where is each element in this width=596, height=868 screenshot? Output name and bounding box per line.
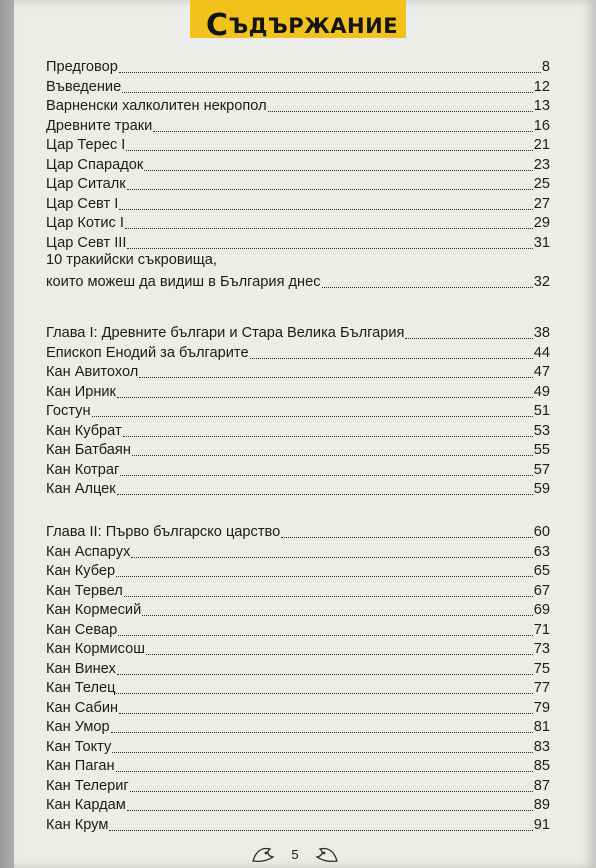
dot-leader	[139, 376, 532, 378]
toc-entry-page: 47	[533, 364, 550, 380]
dot-leader	[122, 91, 533, 93]
dot-leader	[120, 474, 532, 476]
toc-entry-page: 49	[533, 383, 550, 400]
dot-leader	[109, 829, 532, 831]
dot-leader	[118, 634, 533, 636]
toc-entry	[46, 381, 550, 401]
toc-entry-page: 65	[533, 563, 550, 579]
dot-leader	[117, 493, 533, 495]
dot-leader	[144, 169, 533, 171]
toc-entry-title: Кан Севар	[46, 621, 118, 638]
toc-entry-page: 44	[533, 344, 550, 361]
dot-leader	[132, 454, 533, 456]
dot-leader	[322, 286, 533, 288]
right-ornament-icon	[314, 843, 340, 865]
toc-entry	[46, 697, 550, 717]
dot-leader	[250, 357, 533, 359]
toc-entry-title: Цар Спарадок	[46, 156, 144, 173]
toc-entry	[46, 814, 550, 834]
toc-entry-title: Кан Кормисош	[46, 641, 145, 657]
dot-leader	[127, 809, 533, 811]
dot-leader	[92, 415, 533, 417]
toc-entry-page: 60	[533, 524, 550, 540]
toc-entry-title: Кан Кормесий	[46, 602, 142, 618]
toc-entry-title: Кан Крум	[46, 816, 109, 833]
toc-entry	[46, 478, 550, 498]
toc-entry-page: 23	[533, 156, 550, 173]
toc-entry	[46, 541, 550, 561]
toc-entry-page: 67	[533, 582, 550, 599]
toc-entry-title: Кан Паган	[46, 758, 115, 774]
toc-entry	[46, 212, 550, 232]
toc-entry-title: Кан Батбаян	[46, 442, 131, 458]
toc-entry-title: Кан Алцек	[46, 481, 116, 497]
toc-entry-title: Въведение	[46, 78, 122, 95]
toc-entry	[46, 638, 550, 658]
toc-entry	[46, 251, 550, 271]
toc-entry	[46, 677, 550, 697]
toc-entry	[46, 56, 550, 76]
toc-entry	[46, 173, 550, 193]
dot-leader	[127, 188, 533, 190]
toc-entry-title: Древните траки	[46, 117, 153, 134]
title-rest: ЪДЪРЖАНИЕ	[228, 14, 399, 38]
toc-entry	[46, 794, 550, 814]
toc-entry-page: 31	[533, 234, 550, 251]
toc-entry	[46, 154, 550, 174]
dot-leader	[119, 71, 541, 73]
dot-leader	[405, 337, 532, 339]
toc-entry-title: Кан Кубер	[46, 563, 116, 579]
toc-entry	[46, 619, 550, 639]
toc-entry	[46, 775, 550, 795]
toc-entry-page: 51	[533, 403, 550, 419]
toc-entry-page: 79	[533, 699, 550, 716]
dot-leader	[127, 247, 532, 249]
dot-leader	[281, 536, 533, 538]
toc-entry-page: 69	[533, 602, 550, 618]
toc-entry-title: Цар Котис I	[46, 215, 124, 231]
toc-entry-title: Цар Терес I	[46, 137, 126, 153]
toc-entry-page: 53	[533, 422, 550, 439]
toc-entry-title: Гостун	[46, 403, 91, 419]
dot-leader	[153, 130, 533, 132]
toc-entry-title: Глава I: Древните българи и Стара Велика България	[46, 325, 405, 341]
toc-entry	[46, 232, 550, 252]
toc-entry-title: Глава II: Първо българско царство	[46, 524, 281, 540]
toc-entry	[46, 193, 550, 213]
toc-entry-title: Кан Сабин	[46, 699, 119, 716]
toc-entry-title: Кан Котраг	[46, 461, 120, 478]
dot-leader	[268, 110, 533, 112]
toc-entry-title: 10 тракийски съкровища,	[46, 252, 217, 268]
toc-entry-page: 63	[533, 543, 550, 560]
toc-entry-page: 83	[533, 738, 550, 755]
dot-leader	[123, 435, 533, 437]
dot-leader	[131, 556, 532, 558]
toc-entry-title: Цар Севт III	[46, 234, 127, 251]
toc-entry-page: 27	[533, 195, 550, 212]
toc-entry-title: които можеш да видиш в България днес	[46, 273, 321, 290]
toc-entry	[46, 322, 550, 342]
toc-entry-title: Кан Авитохол	[46, 364, 139, 380]
toc-entry	[46, 95, 550, 115]
toc-entry-title: Кан Винех	[46, 660, 116, 677]
toc-entry-title: Кан Тервел	[46, 582, 123, 599]
toc-entry-title: Цар Севт I	[46, 195, 119, 212]
toc-entry	[46, 342, 550, 362]
toc-entry-page: 57	[533, 461, 550, 478]
toc-entry	[46, 716, 550, 736]
dot-leader	[116, 692, 532, 694]
toc-entry-page: 73	[533, 641, 550, 657]
toc-entry-page: 81	[533, 719, 550, 735]
dot-leader	[119, 712, 533, 714]
toc-entry-title: Кан Аспарух	[46, 543, 131, 560]
page-title	[206, 6, 398, 41]
toc-entry-page: 13	[533, 98, 550, 114]
toc-entry-title: Кан Телец	[46, 680, 116, 696]
toc-entry	[46, 271, 550, 291]
toc-entry	[46, 658, 550, 678]
toc-entry	[46, 134, 550, 154]
toc-entry	[46, 599, 550, 619]
toc-entry-page: 91	[533, 816, 550, 833]
toc-entry-page: 16	[533, 117, 550, 134]
toc-entry	[46, 755, 550, 775]
dot-leader	[142, 614, 533, 616]
toc-entry-title: Предговор	[46, 59, 118, 75]
dot-leader	[117, 396, 533, 398]
toc-entry-page: 87	[533, 777, 550, 794]
toc-entry-title: Кан Кардам	[46, 797, 126, 813]
toc-entry	[46, 115, 550, 135]
toc-entry-page: 59	[533, 481, 550, 497]
dot-leader	[119, 208, 532, 210]
toc-entry-page: 29	[533, 215, 550, 231]
toc-entry	[46, 459, 550, 479]
dot-leader	[116, 770, 533, 772]
toc-entry-page: 8	[541, 59, 550, 75]
dot-leader	[112, 751, 532, 753]
toc-entry	[46, 439, 550, 459]
toc-entry-title: Кан Токту	[46, 738, 112, 755]
page-footer	[250, 842, 340, 866]
toc-entry-page: 12	[533, 78, 550, 95]
dot-leader	[146, 653, 533, 655]
toc-entry-title: Епископ Енодий за българите	[46, 344, 249, 361]
toc-entry	[46, 560, 550, 580]
toc-entry-title: Кан Ирник	[46, 383, 116, 400]
left-ornament-icon	[250, 843, 276, 865]
toc-entry	[46, 521, 550, 541]
toc-entry-page: 21	[533, 137, 550, 153]
toc-entry-page: 38	[533, 325, 550, 341]
toc-entry	[46, 361, 550, 381]
toc-entry-page: 71	[533, 621, 550, 638]
toc-entry-title: Варненски халколитен некропол	[46, 98, 267, 114]
title-initial: С	[206, 8, 229, 43]
toc-entry-page: 32	[533, 273, 550, 290]
toc-entry-title: Кан Умор	[46, 719, 110, 735]
dot-leader	[111, 731, 533, 733]
dot-leader	[125, 227, 533, 229]
toc-entry	[46, 400, 550, 420]
dot-leader	[124, 595, 533, 597]
toc-entry-page: 85	[533, 758, 550, 774]
toc-entry-title: Кан Кубрат	[46, 422, 122, 439]
dot-leader	[126, 149, 533, 151]
toc-entry	[46, 420, 550, 440]
toc-entry-title: Кан Телериг	[46, 777, 129, 794]
dot-leader	[130, 790, 533, 792]
page-number: 5	[291, 846, 299, 862]
toc-entry-title: Цар Ситалк	[46, 176, 126, 192]
toc-entry-page: 75	[533, 660, 550, 677]
dot-leader	[116, 575, 533, 577]
toc-entry	[46, 580, 550, 600]
toc-entry-page: 77	[533, 680, 550, 696]
toc-entry-page: 25	[533, 176, 550, 192]
toc-entry	[46, 76, 550, 96]
toc-entry-page: 89	[533, 797, 550, 813]
dot-leader	[117, 673, 533, 675]
toc-entry	[46, 736, 550, 756]
toc-entry-page: 55	[533, 442, 550, 458]
